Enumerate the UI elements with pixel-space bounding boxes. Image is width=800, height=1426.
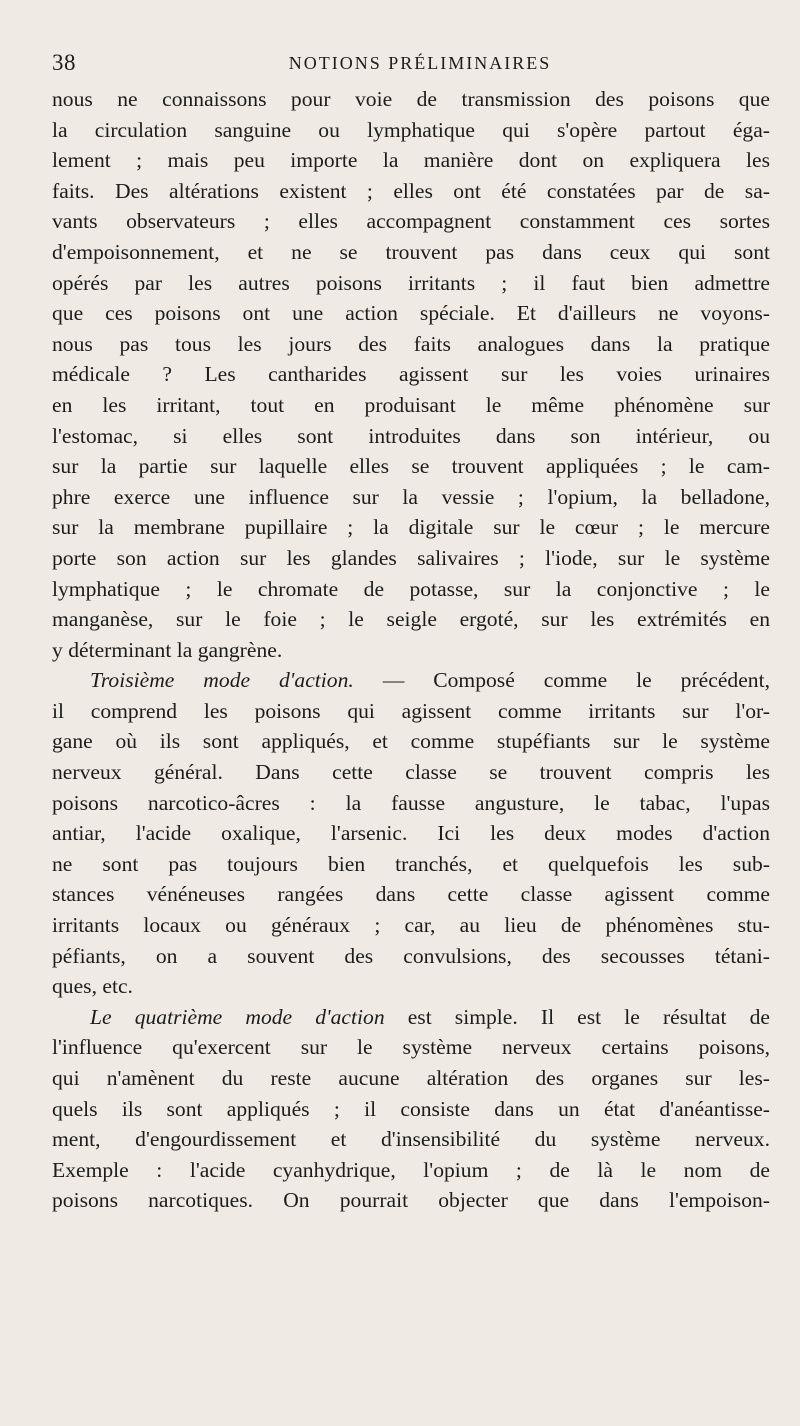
text-line [52, 726, 770, 757]
line-text: ques, etc. [52, 974, 133, 999]
line-text: l'estomac, si elles sont introduites dans son intérieur, ou [52, 423, 770, 448]
line-text: ment, d'engourdissement et d'insensibilité du système nerveux. [52, 1127, 770, 1152]
text-line [52, 359, 770, 390]
section-heading-italic: Le quatrième mode d'action [90, 1004, 385, 1029]
text-line [52, 206, 770, 237]
line-text: en les irritant, tout en produisant le même phénomène sur [52, 392, 770, 417]
line-text: nous pas tous les jours des faits analogues dans la pratique [52, 331, 770, 356]
line-text: la circulation sanguine ou lymphatique qui s'opère partout éga- [52, 117, 770, 142]
text-line [52, 329, 770, 360]
line-text: antiar, l'acide oxalique, l'arsenic. Ici les deux modes d'action [52, 821, 770, 846]
body-text [52, 84, 770, 1216]
text-line [52, 971, 770, 1002]
line-text: que ces poisons ont une action spéciale. Et d'ailleurs ne voyons- [52, 301, 770, 326]
line-text: porte son action sur les glandes salivaires ; l'iode, sur le système [52, 545, 770, 570]
line-text: y déterminant la gangrène. [52, 637, 283, 662]
line-text: l'influence qu'exercent sur le système nerveux certains poisons, [52, 1035, 770, 1060]
line-text: vants observateurs ; elles accompagnent constamment ces sortes [52, 209, 770, 234]
line-text: ne sont pas toujours bien tranchés, et quelquefois les sub- [52, 851, 770, 876]
running-head [52, 50, 748, 80]
line-text: faits. Des altérations existent ; elles ont été constatées par de sa- [52, 178, 770, 203]
text-line [52, 268, 770, 299]
text-line [52, 1094, 770, 1125]
text-line [52, 604, 770, 635]
text-line [52, 879, 770, 910]
text-line [52, 482, 770, 513]
line-text: sur la membrane pupillaire ; la digitale sur le cœur ; le mercure [52, 515, 770, 540]
text-line [52, 84, 770, 115]
page-number: 38 [52, 50, 76, 75]
text-line [52, 635, 770, 666]
line-text: opérés par les autres poisons irritants ; il faut bien admettre [52, 270, 770, 295]
text-line [52, 237, 770, 268]
line-text: — Composé comme le précédent, [353, 668, 770, 693]
line-text: d'empoisonnement, et ne se trouvent pas dans ceux qui sont [52, 239, 770, 264]
text-line [52, 145, 770, 176]
text-line [52, 788, 770, 819]
text-line [52, 665, 770, 696]
line-text: gane où ils sont appliqués, et comme stupéfiants sur le système [52, 729, 770, 754]
text-line [52, 298, 770, 329]
text-line [52, 1124, 770, 1155]
text-line [52, 1032, 770, 1063]
text-line [52, 176, 770, 207]
line-text: nous ne connaissons pour voie de transmission des poisons que [52, 87, 770, 111]
text-line [52, 757, 770, 788]
text-line [52, 1063, 770, 1094]
line-text: quels ils sont appliqués ; il consiste dans un état d'anéantisse- [52, 1096, 770, 1121]
line-text: il comprend les poisons qui agissent comme irritants sur l'or- [52, 698, 770, 723]
line-text: poisons narcotico-âcres : la fausse angusture, le tabac, l'upas [52, 790, 770, 815]
text-line [52, 849, 770, 880]
line-text: manganèse, sur le foie ; le seigle ergoté, sur les extrémités en [52, 607, 770, 632]
text-line [52, 818, 770, 849]
line-text: sur la partie sur laquelle elles se trouvent appliquées ; le cam- [52, 454, 770, 479]
text-line [52, 1155, 770, 1186]
line-text: poisons narcotiques. On pourrait objecter que dans l'empoison- [52, 1188, 770, 1213]
text-line [52, 512, 770, 543]
line-text: médicale ? Les cantharides agissent sur les voies urinaires [52, 362, 770, 387]
text-line [52, 1002, 770, 1033]
text-line [52, 451, 770, 482]
line-text: qui n'amènent du reste aucune altération des organes sur les- [52, 1066, 770, 1090]
text-line [52, 574, 770, 605]
text-line [52, 910, 770, 941]
line-text: stances vénéneuses rangées dans cette classe agissent comme [52, 882, 770, 907]
line-text: Exemple : l'acide cyanhydrique, l'opium ; de là le nom de [52, 1157, 770, 1182]
text-line [52, 696, 770, 727]
running-title: NOTIONS PRÉLIMINAIRES [288, 53, 552, 73]
line-text: irritants locaux ou généraux ; car, au lieu de phénomènes stu- [52, 913, 770, 938]
text-line [52, 390, 770, 421]
text-line [52, 1185, 770, 1216]
section-heading-italic: Troisième mode d'action. [90, 668, 354, 693]
line-text: est simple. Il est le résultat de [384, 1004, 770, 1029]
line-text: péfiants, on a souvent des convulsions, des secousses tétani- [52, 943, 770, 968]
line-text: lymphatique ; le chromate de potasse, sur la conjonctive ; le [52, 576, 770, 601]
text-line [52, 421, 770, 452]
line-text: phre exerce une influence sur la vessie ; l'opium, la belladone, [52, 484, 770, 509]
text-line [52, 543, 770, 574]
line-text: lement ; mais peu importe la manière dont on expliquera les [52, 148, 770, 173]
line-text: nerveux général. Dans cette classe se trouvent compris les [52, 760, 770, 785]
text-line [52, 941, 770, 972]
text-line [52, 115, 770, 146]
